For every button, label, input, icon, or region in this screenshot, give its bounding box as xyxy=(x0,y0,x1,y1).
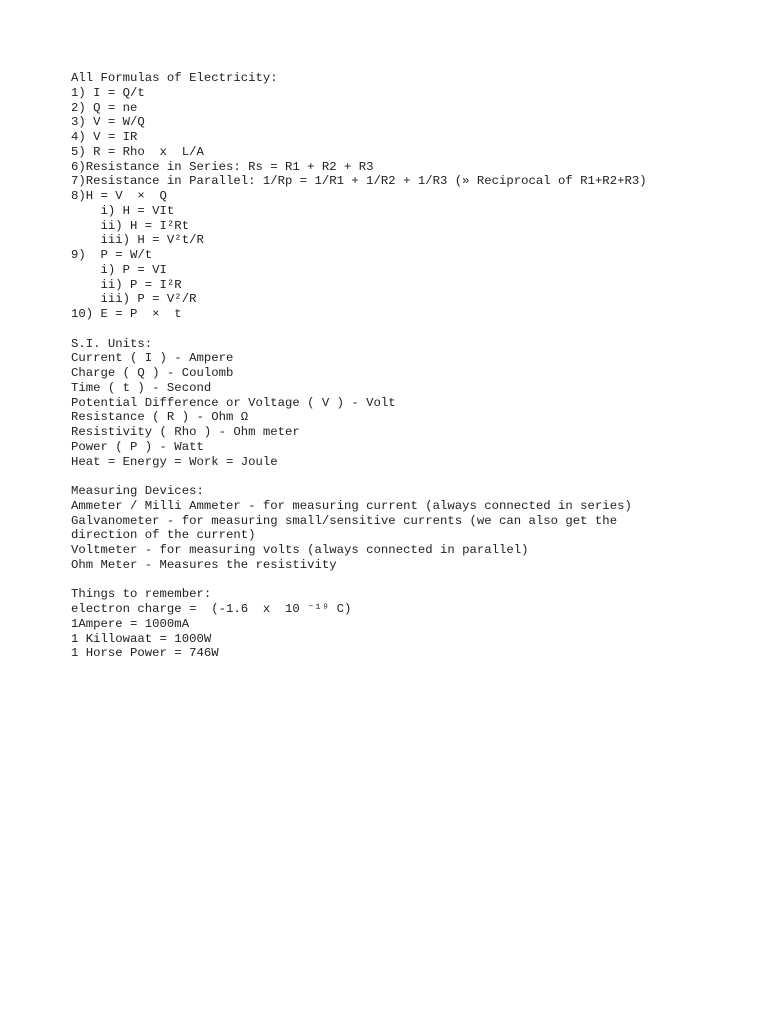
formula-subline: iii) P = V²/R xyxy=(71,292,197,307)
unit-line: Charge ( Q ) - Coulomb xyxy=(71,366,234,380)
formula-line: 2) Q = ne xyxy=(71,100,138,115)
formulas-heading: All Formulas of Electricity: xyxy=(71,71,278,85)
remember-line: 1 Killowaat = 1000W xyxy=(71,631,212,646)
document-text xyxy=(71,71,761,661)
device-line: Galvanometer - for measuring small/sensitive currents (we can also get the xyxy=(71,513,618,528)
unit-line: Resistivity ( Rho ) - Ohm meter xyxy=(71,425,300,439)
device-line: direction of the current) xyxy=(71,528,256,543)
formula-subline: i) H = VIt xyxy=(71,203,175,218)
device-line: Ohm Meter - Measures the resistivity xyxy=(71,557,337,572)
formula-line: 1) I = Q/t xyxy=(71,85,145,100)
formula-line: 9) P = W/t xyxy=(71,248,153,262)
formula-subline: i) P = VI xyxy=(71,262,167,277)
unit-line: Potential Difference or Voltage ( V ) - Volt xyxy=(71,395,396,410)
remember-heading: Things to remember: xyxy=(71,587,212,602)
formula-subline: iii) H = V²t/R xyxy=(71,233,204,248)
formula-line: 7)Resistance in Parallel: 1/Rp = 1/R1 + 1/R2 + 1/R3 (» Reciprocal of R1+R2+R3) xyxy=(71,174,647,189)
formula-line: 4) V = IR xyxy=(71,130,138,144)
device-line: Ammeter / Milli Ammeter - for measuring current (always connected in series) xyxy=(71,498,632,513)
remember-line: 1Ampere = 1000mA xyxy=(71,616,190,631)
section-spacer xyxy=(71,322,761,337)
formula-line: 3) V = W/Q xyxy=(71,115,145,130)
unit-line: Power ( P ) - Watt xyxy=(71,439,204,454)
formula-subline: ii) P = I²R xyxy=(71,277,182,292)
formula-line: 10) E = P × t xyxy=(71,307,182,321)
unit-line: Time ( t ) - Second xyxy=(71,380,212,395)
remember-line: electron charge = (-1.6 x 10 ⁻¹⁹ C) xyxy=(71,602,352,616)
formula-line: 8)H = V × Q xyxy=(71,189,167,203)
unit-line: Resistance ( R ) - Ohm Ω xyxy=(71,410,249,425)
formula-subline: ii) H = I²Rt xyxy=(71,218,190,233)
unit-line: Current ( I ) - Ampere xyxy=(71,351,234,366)
section-spacer xyxy=(71,573,761,588)
formula-line: 6)Resistance in Series: Rs = R1 + R2 + R3 xyxy=(71,159,374,174)
section-spacer xyxy=(71,469,761,484)
formula-line: 5) R = Rho x L/A xyxy=(71,144,204,159)
remember-line: 1 Horse Power = 746W xyxy=(71,646,219,661)
units-heading: S.I. Units: xyxy=(71,336,153,351)
unit-line: Heat = Energy = Work = Joule xyxy=(71,454,278,469)
device-line: Voltmeter - for measuring volts (always connected in parallel) xyxy=(71,543,529,557)
devices-heading: Measuring Devices: xyxy=(71,484,204,498)
